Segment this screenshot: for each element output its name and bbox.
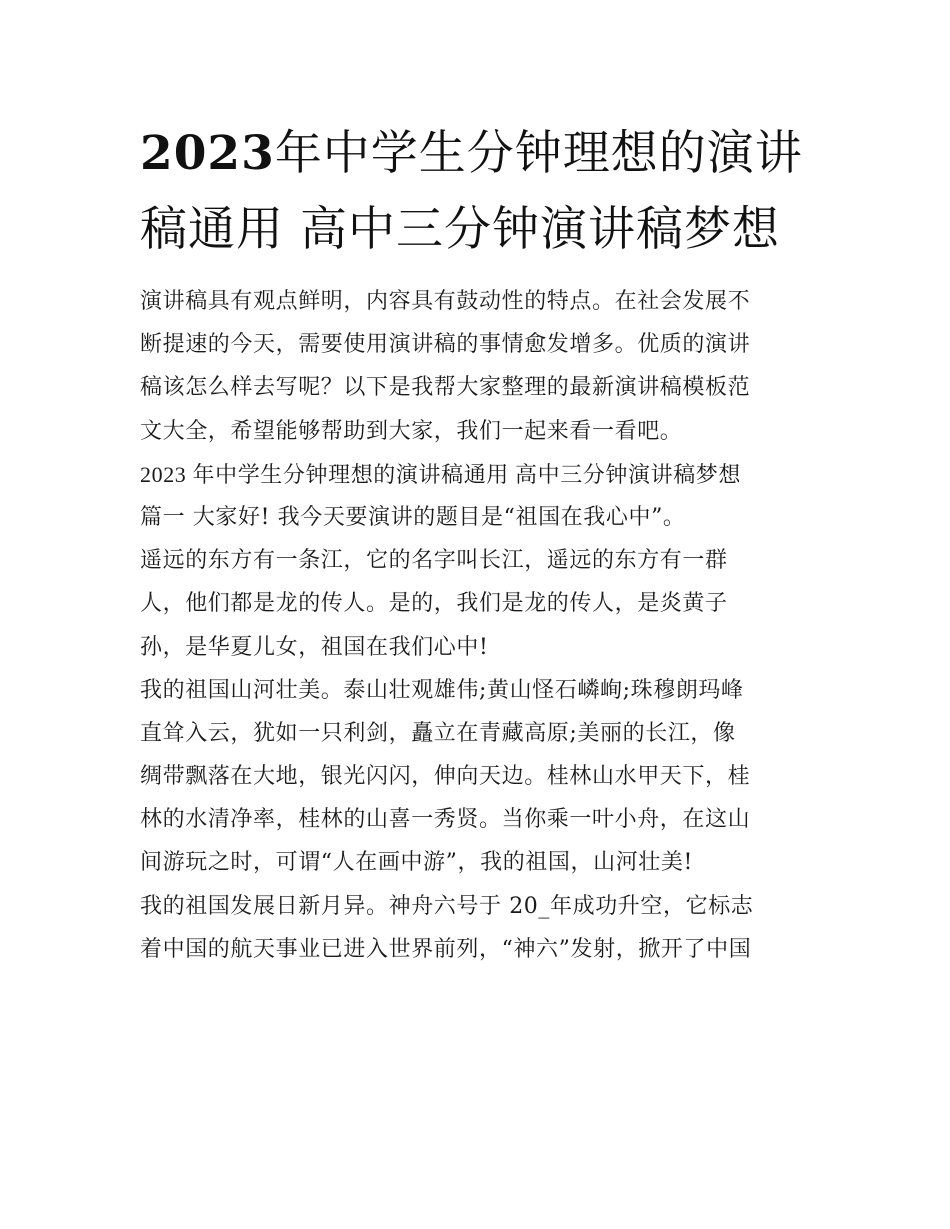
section-heading-line: 2023 年中学生分钟理想的演讲稿通用 高中三分钟演讲稿梦想 [140,461,742,487]
title-year: 2023 [140,126,275,181]
text-line: 直耸入云，犹如一只利剑，矗立在青藏高原;美丽的长江，像 [140,720,736,746]
text-line: 我的祖国发展日新月异。神舟六号于 20_年成功升空，它标志 [140,893,754,919]
title-line-1: 年中学生分钟理想的演讲 [274,126,803,181]
text-line: 着中国的航天事业已进入世界前列，“神六”发射，掀开了中国 [140,936,752,962]
text-line: 人，他们都是龙的传人。是的，我们是龙的传人，是炎黄子 [140,591,728,617]
text-line: 林的水清净率，桂林的山喜一秀贤。当你乘一叶小舟，在这山 [140,807,751,833]
text-line: 稿该怎么样去写呢？以下是我帮大家整理的最新演讲稿模板范 [140,375,751,401]
text-line: 文大全，希望能够帮助到大家，我们一起来看一看吧。 [140,418,683,444]
text-line: 遥远的东方有一条江，它的名字叫长江，遥远的东方有一群 [140,548,728,574]
text-line: 演讲稿具有观点鲜明，内容具有鼓动性的特点。在社会发展不 [140,289,751,314]
text-line: 断提速的今天，需要使用演讲稿的事情愈发增多。优质的演讲 [140,332,751,358]
text-line: 间游玩之时，可谓“人在画中游”，我的祖国，山河壮美! [140,850,693,876]
document-body [140,280,820,971]
text-line: 我的祖国山河壮美。泰山壮观雄伟;黄山怪石嶙峋;珠穆朗玛峰 [140,677,744,703]
document-title [140,116,820,268]
text-line: 篇一 大家好! 我今天要演讲的题目是“祖国在我心中”。 [140,504,686,530]
text-line: 绸带飘落在大地，银光闪闪，伸向天边。桂林山水甲天下，桂 [140,764,751,790]
text-line: 孙，是华夏儿女，祖国在我们心中! [140,634,489,660]
title-line-2: 稿通用 高中三分钟演讲稿梦想 [140,202,780,257]
